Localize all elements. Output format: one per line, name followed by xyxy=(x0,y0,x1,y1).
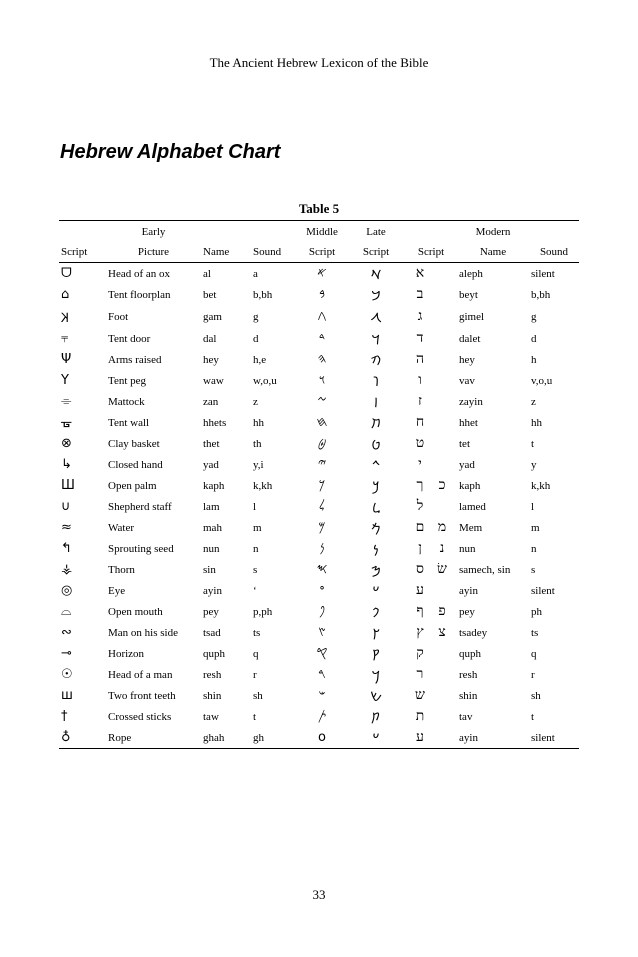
late-script-cell: 𐡈 xyxy=(371,437,381,453)
middle-script-cell: 𐤆 xyxy=(317,394,327,409)
early-sound-cell: r xyxy=(253,668,257,681)
table-row xyxy=(59,433,579,454)
middle-script-cell: 𐤑 xyxy=(318,625,326,640)
modern-letter: ע xyxy=(416,582,424,598)
table-row xyxy=(59,328,579,349)
late-script-cell: 𐡀 xyxy=(370,267,382,283)
early-script-cell: ≈ xyxy=(61,520,72,535)
early-sound-cell: ts xyxy=(253,626,261,639)
modern-letter: ה xyxy=(415,351,425,367)
early-name-cell: taw xyxy=(203,710,219,723)
middle-script-cell: 𐤏 xyxy=(319,583,325,598)
modern-name-cell: hhet xyxy=(459,416,478,429)
modern-sound-cell: silent xyxy=(531,731,555,744)
modern-name-cell: nun xyxy=(459,542,476,555)
early-sound-cell: z xyxy=(253,395,258,408)
middle-script-cell: 𐤎 xyxy=(316,562,328,577)
modern-letter-alt: כ xyxy=(438,477,446,493)
table-row xyxy=(59,559,579,580)
modern-name-cell: vav xyxy=(459,374,475,387)
table-row xyxy=(59,305,579,328)
modern-sound-cell: l xyxy=(531,500,535,513)
modern-letter: ע xyxy=(416,729,424,745)
modern-script-cell xyxy=(405,664,457,685)
modern-name-cell: ayin xyxy=(459,731,478,744)
picture-cell: Man on his side xyxy=(108,626,178,639)
modern-script-cell xyxy=(405,559,457,580)
table-row xyxy=(59,370,579,391)
column-header: Script xyxy=(308,246,336,258)
early-sound-cell: g xyxy=(253,310,259,323)
modern-name-cell: pey xyxy=(459,605,475,618)
early-script-cell: Y xyxy=(61,373,69,388)
early-sound-cell: gh xyxy=(253,731,264,744)
early-script-cell: ᗜ xyxy=(61,266,72,281)
modern-letter: ר xyxy=(416,666,424,682)
middle-script-cell: 𐤂 xyxy=(317,309,327,324)
early-script-cell: ⌯ xyxy=(61,394,72,409)
picture-cell: Water xyxy=(108,521,134,534)
early-name-cell: sin xyxy=(203,563,216,576)
early-name-cell: lam xyxy=(203,500,220,513)
early-name-cell: kaph xyxy=(203,479,225,492)
modern-script-cell xyxy=(405,412,457,433)
early-script-cell: ⌂ xyxy=(61,287,70,302)
picture-cell: Head of an ox xyxy=(108,267,171,280)
modern-letter: ק xyxy=(416,645,424,661)
group-header-middle: Middle xyxy=(306,225,338,238)
table-row xyxy=(59,454,579,475)
middle-script-cell: 𐤇 xyxy=(316,415,328,430)
column-header: Script xyxy=(61,246,88,258)
modern-letter-alt: פ xyxy=(438,603,446,619)
table-row xyxy=(59,601,579,622)
modern-sound-cell: b,bh xyxy=(531,288,551,301)
picture-cell: Head of a man xyxy=(108,668,173,681)
late-script-cell: 𐡆 xyxy=(373,395,379,411)
early-name-cell: nun xyxy=(203,542,220,555)
late-script-cell: 𐡐 xyxy=(372,605,380,621)
picture-cell: Arms raised xyxy=(108,353,162,366)
early-sound-cell: n xyxy=(253,542,259,555)
early-sound-cell: ‘ xyxy=(253,584,257,597)
early-name-cell: pey xyxy=(203,605,219,618)
middle-script-cell: 𐤃 xyxy=(318,331,326,346)
column-header: Script xyxy=(362,246,390,258)
column-header: Name xyxy=(479,246,507,258)
modern-script-cell xyxy=(405,727,457,749)
early-sound-cell: l xyxy=(253,500,257,513)
middle-script-cell: 𐤍 xyxy=(319,541,325,556)
late-script-cell: 𐡌 xyxy=(371,521,381,537)
middle-script-cell: 𐤅 xyxy=(318,373,326,388)
modern-letter: ז xyxy=(418,393,422,409)
column-header: Name xyxy=(203,246,230,258)
late-script-cell: 𐡄 xyxy=(370,353,382,369)
table-row xyxy=(59,263,579,285)
modern-sound-cell: m xyxy=(531,521,540,534)
late-script-cell: 𐡍 xyxy=(373,542,379,558)
modern-name-cell: yad xyxy=(459,458,475,471)
picture-cell: Tent floorplan xyxy=(108,288,171,301)
modern-letter: ן xyxy=(418,540,422,556)
early-name-cell: al xyxy=(203,267,211,280)
early-script-cell: ⊸ xyxy=(61,646,72,661)
picture-cell: Two front teeth xyxy=(108,689,176,702)
modern-name-cell: beyt xyxy=(459,288,478,301)
modern-letter: ב xyxy=(416,286,424,302)
modern-script-cell xyxy=(405,454,457,475)
early-name-cell: quph xyxy=(203,647,225,660)
modern-letter: ג xyxy=(417,308,423,324)
picture-cell: Eye xyxy=(108,584,126,597)
picture-cell: Rope xyxy=(108,731,132,744)
modern-letter: ץ xyxy=(416,624,424,640)
modern-letter: ט xyxy=(415,435,425,451)
late-script-cell: 𐡃 xyxy=(371,332,381,348)
early-name-cell: yad xyxy=(203,458,219,471)
picture-cell: Horizon xyxy=(108,647,145,660)
modern-sound-cell: ts xyxy=(531,626,539,639)
modern-script-cell xyxy=(405,643,457,664)
early-script-cell: ☉ xyxy=(61,667,73,682)
early-name-cell: tsad xyxy=(203,626,221,639)
early-script-cell: ♁ xyxy=(61,730,71,745)
early-sound-cell: s xyxy=(253,563,258,576)
table-caption: Table 5 xyxy=(298,201,340,216)
late-script-cell: 𐡋 xyxy=(372,500,380,516)
early-script-cell: ↰ xyxy=(61,541,72,556)
late-script-cell: 𐡂 xyxy=(370,310,382,326)
table-row xyxy=(59,706,579,727)
modern-letter-alt: נ xyxy=(439,540,445,556)
modern-script-cell xyxy=(405,496,457,517)
picture-cell: Closed hand xyxy=(108,458,163,471)
early-name-cell: ayin xyxy=(203,584,222,597)
modern-name-cell: resh xyxy=(459,668,478,681)
modern-script-cell xyxy=(405,328,457,349)
early-name-cell: thet xyxy=(203,437,220,450)
modern-script-cell xyxy=(405,349,457,370)
column-header: Script xyxy=(417,246,445,258)
middle-script-cell: 𐤊 xyxy=(318,478,326,493)
modern-name-cell: zayin xyxy=(459,395,483,408)
late-script-cell: 𐡔 xyxy=(370,689,382,705)
modern-letter: ל xyxy=(416,498,424,514)
early-script-cell: ↳ xyxy=(61,457,72,472)
picture-cell: Foot xyxy=(108,310,129,323)
middle-script-cell: 𐤈 xyxy=(317,436,327,451)
modern-script-cell xyxy=(405,622,457,643)
early-sound-cell: p,ph xyxy=(253,605,273,618)
modern-script-cell xyxy=(405,263,457,285)
early-name-cell: hey xyxy=(203,353,219,366)
modern-script-cell xyxy=(405,284,457,305)
modern-sound-cell: g xyxy=(531,310,537,323)
modern-name-cell: hey xyxy=(459,353,475,366)
late-script-cell: 𐡇 xyxy=(371,416,381,432)
picture-cell: Crossed sticks xyxy=(108,710,172,723)
modern-script-cell xyxy=(405,391,457,412)
modern-name-cell: lamed xyxy=(459,500,486,513)
middle-script-cell: 𐤀 xyxy=(317,266,327,281)
modern-letter: ד xyxy=(416,330,424,346)
modern-letter: ף xyxy=(416,603,424,619)
early-sound-cell: hh xyxy=(253,416,264,429)
modern-name-cell: shin xyxy=(459,689,478,702)
modern-sound-cell: z xyxy=(531,395,536,408)
picture-cell: Open palm xyxy=(108,479,157,492)
early-script-cell: † xyxy=(61,709,68,724)
late-script-cell: 𐡏 xyxy=(372,731,380,747)
late-script-cell: 𐡑 xyxy=(372,626,380,642)
early-name-cell: dal xyxy=(203,332,217,345)
picture-cell: Tent door xyxy=(108,332,151,345)
middle-script-cell: 𐤋 xyxy=(318,499,326,514)
table-row xyxy=(59,349,579,370)
modern-sound-cell: n xyxy=(531,542,537,555)
early-sound-cell: k,kh xyxy=(253,479,273,492)
modern-letter: ם xyxy=(415,519,425,535)
early-script-cell: ⌓ xyxy=(61,604,72,619)
alphabet-table xyxy=(59,220,579,749)
picture-cell: Clay basket xyxy=(108,437,160,450)
middle-script-cell: 𐤁 xyxy=(318,287,326,302)
modern-script-cell xyxy=(405,517,457,538)
modern-sound-cell: y xyxy=(531,458,537,471)
early-script-cell: ∪ xyxy=(61,499,71,514)
modern-sound-cell: h xyxy=(531,353,537,366)
early-sound-cell: w,o,u xyxy=(253,374,277,387)
late-script-cell: 𐡏 xyxy=(372,584,380,600)
column-header-row xyxy=(59,242,579,263)
picture-cell: Tent peg xyxy=(108,374,147,387)
picture-cell: Shepherd staff xyxy=(108,500,172,513)
early-name-cell: waw xyxy=(203,374,224,387)
modern-script-cell xyxy=(405,475,457,496)
middle-script-cell: 𐤕 xyxy=(317,709,327,724)
table-row xyxy=(59,284,579,305)
modern-sound-cell: sh xyxy=(531,689,541,702)
early-script-cell: Ψ xyxy=(61,352,72,367)
modern-letter: ת xyxy=(415,708,425,724)
modern-sound-cell: d xyxy=(531,332,537,345)
modern-letter: ו xyxy=(418,372,422,388)
early-sound-cell: q xyxy=(253,647,259,660)
page-number: 33 xyxy=(312,887,326,902)
early-sound-cell: b,bh xyxy=(253,288,273,301)
modern-letter: י xyxy=(418,456,422,472)
modern-letter: ש xyxy=(415,687,425,703)
modern-sound-cell: silent xyxy=(531,584,555,597)
modern-name-cell: aleph xyxy=(459,267,483,280)
middle-script-cell: 𐤄 xyxy=(317,352,327,367)
modern-script-cell xyxy=(405,305,457,328)
picture-cell: Thorn xyxy=(108,563,135,576)
late-script-cell: 𐡕 xyxy=(371,710,381,726)
early-script-cell: ∾ xyxy=(61,625,72,640)
modern-script-cell xyxy=(405,370,457,391)
modern-letter: ך xyxy=(416,477,424,493)
early-script-cell: Ш xyxy=(61,478,75,493)
table-row xyxy=(59,538,579,559)
group-header-row xyxy=(59,221,579,243)
early-script-cell: ⫧ xyxy=(61,331,69,346)
early-name-cell: gam xyxy=(203,310,222,323)
modern-letter-alt: מ xyxy=(437,519,447,535)
early-name-cell: hhets xyxy=(203,416,227,429)
column-header: Sound xyxy=(253,246,282,258)
modern-script-cell xyxy=(405,538,457,559)
early-script-cell: ᚗ xyxy=(61,415,72,430)
modern-name-cell: quph xyxy=(459,647,481,660)
picture-cell: Sprouting seed xyxy=(108,542,174,555)
modern-name-cell: samech, sin xyxy=(459,563,511,576)
modern-name-cell: ayin xyxy=(459,584,478,597)
modern-sound-cell: q xyxy=(531,647,537,660)
late-script-cell: 𐡊 xyxy=(372,479,380,495)
table-row xyxy=(59,391,579,412)
group-header-modern: Modern xyxy=(475,225,511,238)
modern-script-cell xyxy=(405,433,457,454)
modern-sound-cell: ph xyxy=(531,605,542,618)
modern-letter: ס xyxy=(416,561,424,577)
group-header-early: Early xyxy=(141,225,166,238)
early-script-cell: ◎ xyxy=(61,583,73,598)
modern-sound-cell: v,o,u xyxy=(531,374,553,387)
modern-letter: א xyxy=(415,265,425,281)
early-sound-cell: a xyxy=(253,267,258,280)
early-name-cell: shin xyxy=(203,689,222,702)
late-script-cell: 𐡎 xyxy=(371,563,381,579)
modern-name-cell: gimel xyxy=(459,310,485,323)
early-name-cell: zan xyxy=(203,395,219,408)
modern-script-cell xyxy=(405,580,457,601)
early-name-cell: ghah xyxy=(203,731,225,744)
modern-name-cell: tet xyxy=(459,437,470,450)
modern-script-cell xyxy=(405,706,457,727)
modern-letter-alt: שׂ xyxy=(437,561,447,577)
late-script-cell: 𐡅 xyxy=(373,374,379,390)
table-row xyxy=(59,496,579,517)
modern-script-cell xyxy=(405,685,457,706)
table-row xyxy=(59,580,579,601)
early-script-cell: ш xyxy=(61,688,73,703)
picture-cell: Mattock xyxy=(108,395,145,408)
modern-sound-cell: t xyxy=(531,437,535,450)
middle-script-cell: 𐤉 xyxy=(317,457,327,472)
column-header: Sound xyxy=(539,246,569,258)
early-script-cell: 𝈲 xyxy=(61,311,70,326)
table-row xyxy=(59,412,579,433)
early-name-cell: bet xyxy=(203,288,217,301)
modern-sound-cell: silent xyxy=(531,267,555,280)
modern-sound-cell: r xyxy=(531,668,535,681)
modern-script-cell xyxy=(405,601,457,622)
early-sound-cell: h,e xyxy=(253,353,267,366)
early-script-cell: ⚶ xyxy=(61,562,73,577)
table-row xyxy=(59,475,579,496)
column-header: Picture xyxy=(137,246,170,258)
modern-sound-cell: t xyxy=(531,710,535,723)
modern-name-cell: dalet xyxy=(459,332,481,345)
table-row xyxy=(59,685,579,706)
late-script-cell: 𐡁 xyxy=(371,288,381,304)
early-sound-cell: y,i xyxy=(253,458,264,471)
table-row xyxy=(59,643,579,664)
picture-cell: Open mouth xyxy=(108,605,163,618)
chart-heading: Hebrew Alphabet Chart xyxy=(60,141,281,163)
middle-script-cell: 𐤌 xyxy=(318,520,326,535)
modern-name-cell: tav xyxy=(459,710,473,723)
late-script-cell: 𐡒 xyxy=(371,647,381,663)
modern-name-cell: tsadey xyxy=(459,626,488,639)
running-head: The Ancient Hebrew Lexicon of the Bible xyxy=(209,55,429,70)
group-header-late: Late xyxy=(366,225,386,238)
picture-cell: Tent wall xyxy=(108,416,150,429)
early-name-cell: mah xyxy=(203,521,222,534)
early-sound-cell: sh xyxy=(253,689,263,702)
early-name-cell: resh xyxy=(203,668,222,681)
table-row xyxy=(59,517,579,538)
early-script-cell: ⊗ xyxy=(61,436,72,451)
table-row xyxy=(59,622,579,643)
early-sound-cell: d xyxy=(253,332,259,345)
middle-script-cell: o xyxy=(318,730,326,745)
table-row xyxy=(59,727,579,749)
modern-letter: ח xyxy=(415,414,425,430)
early-sound-cell: th xyxy=(253,437,262,450)
modern-sound-cell: k,kh xyxy=(531,479,551,492)
table-row xyxy=(59,664,579,685)
modern-sound-cell: hh xyxy=(531,416,542,429)
modern-name-cell: Mem xyxy=(459,521,483,534)
early-sound-cell: t xyxy=(253,710,257,723)
middle-script-cell: 𐤔 xyxy=(318,688,326,703)
middle-script-cell: 𐤓 xyxy=(318,667,326,682)
middle-script-cell: 𐤒 xyxy=(316,646,328,661)
modern-sound-cell: s xyxy=(531,563,536,576)
modern-name-cell: kaph xyxy=(459,479,481,492)
modern-letter-alt: צ xyxy=(438,624,446,640)
late-script-cell: 𐡉 xyxy=(371,458,381,474)
late-script-cell: 𐡓 xyxy=(371,668,381,684)
middle-script-cell: 𐤐 xyxy=(318,604,326,619)
early-sound-cell: m xyxy=(253,521,262,534)
